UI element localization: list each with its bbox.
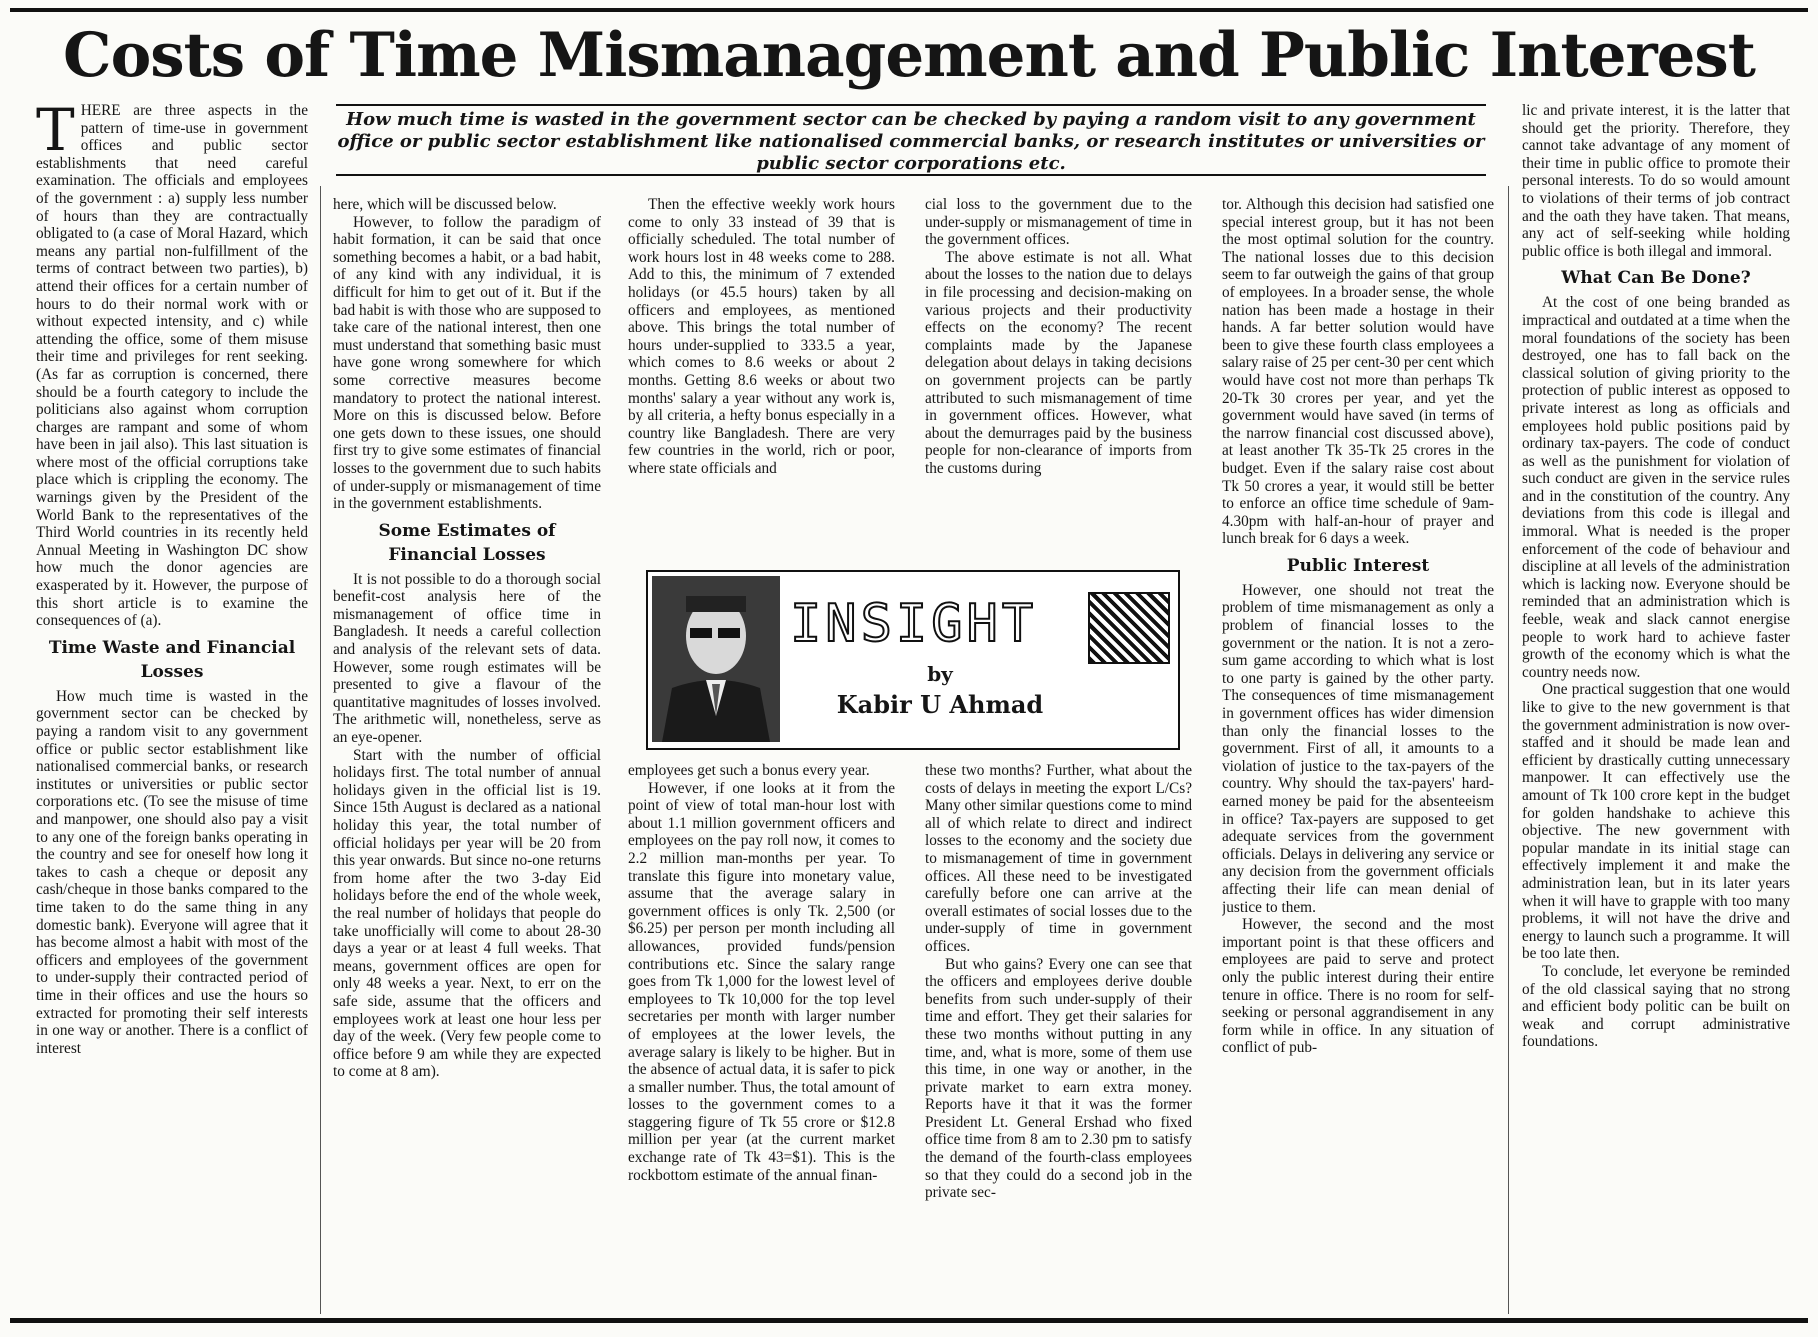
byline-by: by (927, 662, 953, 686)
column-rule (1508, 186, 1509, 1314)
paragraph: To conclude, let everyone be reminded of the old classical saying that no strong and efficient body politic can be built on weak and corrupt administrative foundations. (1522, 962, 1790, 1051)
section-heading: What Can Be Done? (1561, 268, 1751, 289)
section-heading: Some Estimates of Financial Losses (378, 520, 556, 565)
bottom-rule (10, 1318, 1808, 1323)
section-heading: Time Waste and Financial Losses (48, 637, 296, 682)
article-column-3-top (628, 196, 895, 554)
paragraph-text: HERE are three aspects in the pattern of time-use in government offices and public sector establishments that need careful examination. The officials and employees of the government : a) supply less number of hours than they are contractually obligated to (a case of Moral Hazard, which means any partial non-fulfillment of the terms of contract between two parties), b) attend their offices for a certain number of hours to do their normal work with or without expected intensity, and c) while attending the office, some of them misuse their time and privileges for rent seeking. (As far as corruption is concerned, there should be a fourth category to include the politicians also against whom corruption charges are rampant and some of whom have been in jail also). This last situation is where most of the official corruptions take place which is crippling the economy. The warnings given by the President of the World Bank to the representatives of the Third World countries in its recently held Annual Meeting in Washington DC show how much the donor agencies are exasperated by it. However, the purpose of this short article is to examine the consequences of (a). (36, 102, 308, 630)
paragraph: However, if one looks at it from the point of view of total man-hour lost with about 1.1 million government officers and employees on the pay roll now, it comes to 2.2 million man-months per year. To translate this figure into monetary value, assume that the average salary in government offices is only Tk. 2,500 (or $6.25) per person per month including all allowances, provided funds/pension contributions etc. Since the salary range goes from Tk 1,000 for the lowest level of employees to Tk 10,000 for the top level secretaries per month with larger number of employees at the lower levels, the average salary is likely to be higher. But in the absence of actual data, it is safer to pick a smaller number. Thus, the total amount of losses to the government comes to a staggering figure of Tk 55 crore or $12.8 million per year (at the current market exchange rate of Tk 43=$1). This is the rockbottom estimate of the annual finan- (628, 779, 895, 1184)
paragraph: Start with the number of official holidays first. The total number of annual holidays given in the official list is 19. Since 15th August is declared as a national holiday this year, the total number of official holidays per year will be 20 from this year onwards. But since no-one returns from home after the two 3-day Eid holidays before the end of the whole week, the real number of holidays that people do take unofficially will come to about 28-30 days a year or at least 4 full weeks. That means, government offices are open for only 48 weeks a year. Next, to err on the safe side, assume that the officers and employees work at least one hour less per day of the week. (Very few people come to office before 9 am while they are expected to come at 8 am). (333, 746, 601, 1081)
paragraph: lic and private interest, it is the latter that should get the priority. Therefore, they cannot take advantage of any moment of their time in public office to promote their personal interests. To do so would amount to violations of their terms of job contract and the oath they have taken. That means, any act of self-seeking while holding public office is both illegal and immoral. (1522, 102, 1790, 260)
paragraph: At the cost of one being branded as impractical and outdated at a time when the moral foundations of the society has been destroyed, one has to fall back on the classical solution of giving priority to the protection of public interest as opposed to private interest as long as officials and employees hold public positions paid by ordinary tax-payers. The code of conduct as well as the punishment for violation of such conduct are given in the service rules and in the constitution of the country. Any deviations from this code is illegal and immoral. What is needed is the proper enforcement of the code of behaviour and discipline at all levels of the administration which is lacking now. Everyone should be reminded that an administration which is feeble, weak and slack cannot energise people to work hard to achieve faster growth of the economy which is what the country needs now. (1522, 294, 1790, 681)
top-rule (10, 8, 1808, 12)
paragraph: It is not possible to do a thorough social benefit-cost analysis here of the mismanagement of office time in Bangladesh. It needs a careful collection and analysis of the relevant sets of data. However, some rough estimates will be presented to give a flavour of the quantitative magnitudes of losses involved. The arithmetic will, nonetheless, serve as an eye-opener. (333, 570, 601, 747)
article-column-4-bottom (925, 762, 1192, 1318)
paragraph: How much time is wasted in the government sector can be checked by paying a random visit to any government office or public sector establishment like nationalised commercial banks, or research institutes or universities or public sector corporations etc. (To see the misuse of time and manpower, one should also pay a visit to any one of the foreign banks operating in the country and see for oneself how long it takes to cash a cheque or deposit any cash/cheque in those banks compared to the time taken to do the same thing in any domestic bank). Everyone will agree that it has become almost a habit with most of the officers and employees of the government to under-supply their contracted period of time in their offices and use the hours so extracted for promoting their self interests in one way or another. There is a conflict of interest (36, 687, 308, 1057)
paragraph (36, 102, 308, 630)
author-photo (652, 576, 780, 742)
paragraph: However, one should not treat the problem of time mismanagement as only a problem of financial losses to the government or the nation. It is not a zero-sum game according to which what is lost to one party is gained by the other party. The consequences of time mismanagement in government offices has wider dimension than only the financial losses to the government. First of all, it amounts to a violation of justice to the tax-payers of the country. Why should the tax-payers' hard-earned money be paid for the absenteeism in office? Tax-payers are supposed to get adequate services from the government officials. Delays in delivering any service or any decision from the government officials affecting their life can mean denial of justice to them. (1222, 581, 1494, 916)
article-column-3-bottom (628, 762, 895, 1318)
paragraph: Then the effective weekly work hours come to only 33 instead of 39 that is officially scheduled. The total number of work hours lost in 48 weeks come to 288. Add to this, the minimum of 7 extended holidays (or 45.5 hours) taken by all officers and employees, as mentioned above. This brings the total number of hours under-supplied to 333.5 a year, which comes to 8.6 weeks or about 2 months. Getting 8.6 weeks or about two months' salary a year without any work is, by all criteria, a hefty bonus especially in a country like Bangladesh. There are very few countries in the world, rich or poor, where state officials and (628, 196, 895, 477)
drop-cap: T (36, 102, 75, 164)
paragraph: However, to follow the paradigm of habit formation, it can be said that once something becomes a habit, or a bad habit, of any kind with any individual, it is difficult for him to get out of it. But if the bad habit is with those who are supposed to take care of the national interest, then one must understand that something basic must have gone wrong somewhere for which some corrective measures become mandatory to protect the national interest. More on this is discussed below. Before one gets down to these issues, one should first try to give some estimates of financial losses to the government due to such habits of under-supply or mismanagement of time in the government establishments. (333, 213, 601, 513)
paragraph: here, which will be discussed below. (333, 196, 557, 213)
paragraph: However, the second and the most important point is that these officers and employees are paid to serve and protect only the public interest during their entire tenure in office. There is no room for self-seeking or personal aggrandisement in any form while in office. In any situation of conflict of pub- (1222, 916, 1494, 1057)
article-column-6 (1522, 102, 1790, 1316)
article-column-4-top (925, 196, 1192, 554)
hatched-square-icon (1088, 592, 1170, 664)
paragraph: tor. Although this decision had satisfied one special interest group, but it has not been the most optimal solution for the country. The national losses due to this decision seem to far outweigh the gains of that group of employees. In a broader sense, the whole nation has been made a hostage in their hands. A far better solution would have been to give these fourth class employees a salary raise of 25 per cent-30 per cent which would have cost not more than perhaps Tk 20-Tk 30 crores per year, and yet the government would have saved (in terms of the narrow financial cost discussed above), at least another Tk 35-Tk 25 crores in the budget. Even if the salary raise cost about Tk 50 crores a year, it would still be better to enforce an office time schedule of 9am-4.30pm with half-an-hour of prayer and lunch break for 6 days a week. (1222, 196, 1494, 548)
section-heading: Public Interest (1286, 555, 1430, 576)
article-column-2 (333, 196, 601, 1316)
insight-column-logo-box (646, 570, 1180, 750)
column-rule (320, 186, 321, 1314)
paragraph: One practical suggestion that one would like to give to the new government is that the government administration is now over-staffed and it should be made lean and efficient by drastically cutting unnecessary manpower. It can effectively use the amount of Tk 100 crore kept in the budget for golden handshake to achieve this objective. The new government with popular mandate in its initial stage can effectively implement it and make the administration lean, but in its later years when it will have to grapple with too many problems, it will not have the drive and energy to launch such a programme. It will be too late then. (1522, 681, 1790, 963)
paragraph: these two months? Further, what about the costs of delays in meeting the export L/Cs? Many other similar questions come to mind all of which relate to direct and indirect losses to the economy and the society due to mismanagement of time in government offices. All these need to be investigated carefully before one can arrive at the overall estimates of social losses due to the under-supply of time in government offices. (925, 762, 1192, 955)
paragraph: The above estimate is not all. What about the losses to the nation due to delays in file processing and decision-making on various projects and their productivity effects on the economy? The recent complaints made by the Japanese delegation about delays in taking decisions on government projects can be partly attributed to such mismanagement of time in government offices. However, what about the demurrages paid by the business people for non-clearance of imports from the customs during (925, 248, 1192, 477)
insight-label: INSIGHT (790, 594, 1038, 654)
headline: Costs of Time Mismanagement and Public Interest (63, 20, 1755, 91)
paragraph: cial loss to the government due to the under-supply or mismanagement of time in the government offices. (925, 196, 1192, 249)
paragraph: But who gains? Every one can see that the officers and employees derive double benefits from such under-supply of their time and effort. They get their salaries for these two months without putting in any time, and, what is more, some of them use this time, in one way or another, in the private market to earn extra money. Reports have it that it was the former President Lt. General Ershad who fixed office time from 8 am to 2.30 pm to satisfy the demand of the fourth-class employees so that they could do a second job in the private sec- (925, 955, 1192, 1202)
article-column-5 (1222, 196, 1494, 1316)
article-column-1 (36, 102, 308, 1316)
author-portrait-icon (652, 576, 780, 742)
deck-subheading: How much time is wasted in the government sector can be checked by paying a random visit to any government office or public sector establishment like nationalised commercial banks, or research institutes or universities or public sector corporations etc. (336, 104, 1486, 176)
author-name: Kabir U Ahmad (836, 690, 1044, 719)
paragraph: employees get such a bonus every year. (628, 762, 870, 779)
